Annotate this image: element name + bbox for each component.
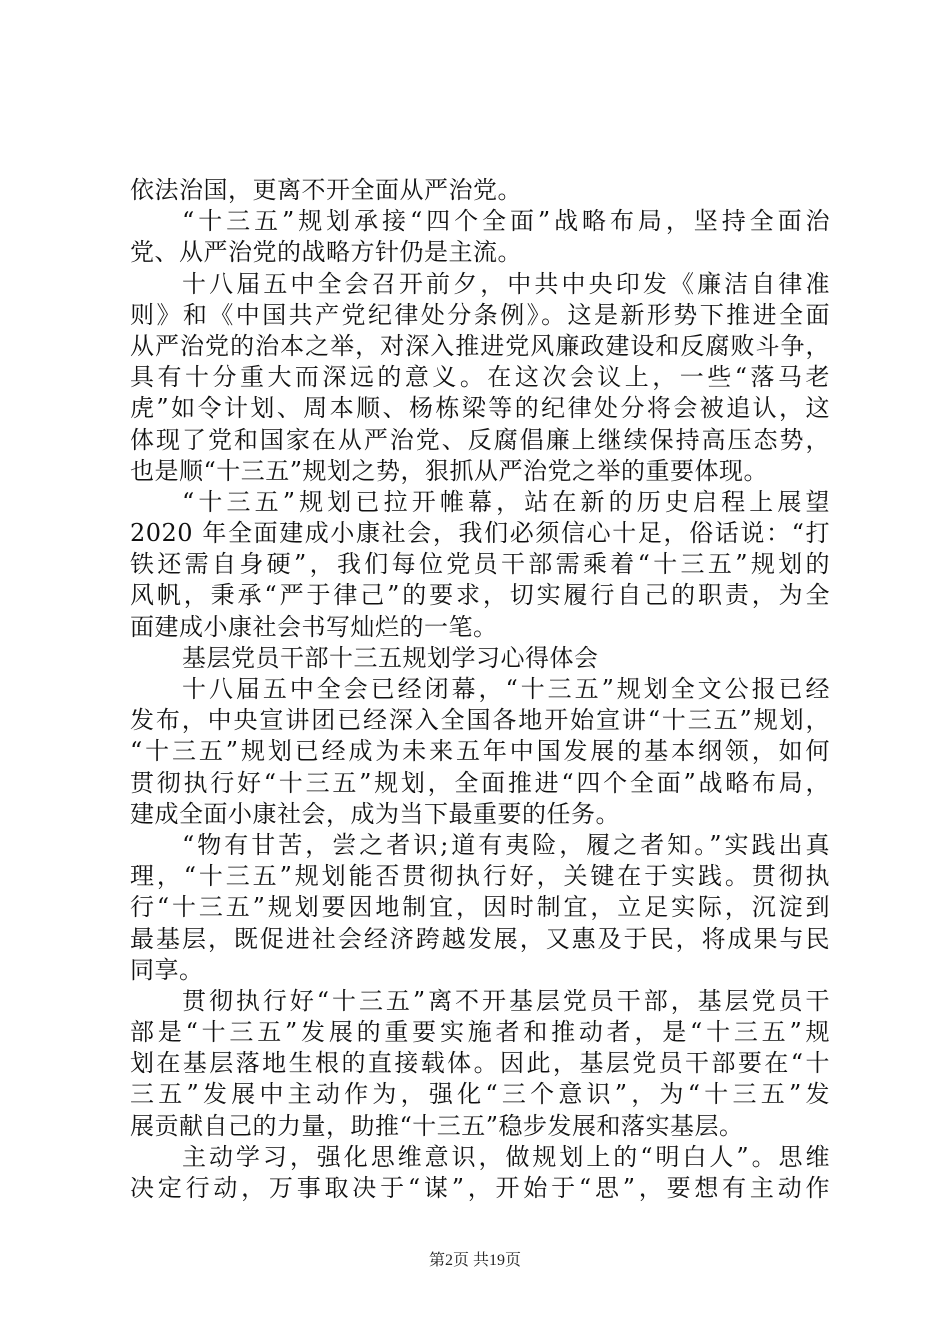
text-line: 展贡献自己的力量，助推“十三五”稳步发展和落实基层。 [130,1111,744,1140]
text-line: 体现了党和国家在从严治党、反腐倡廉上继续保持高压态势， [130,425,830,454]
paragraph-start-line: 主动学习，强化思维意识，做规划上的“明白人”。思维 [182,1142,830,1171]
text-line: 贯彻执行好“十三五”规划，全面推进“四个全面”战略布局， [130,768,830,797]
text-line: 铁还需自身硬”，我们每位党员干部需乘着“十三五”规划的 [130,550,830,579]
text-line: 2020 年全面建成小康社会，我们必须信心十足，俗话说：“打 [130,519,830,548]
paragraph-start-line: 十八届五中全会已经闭幕，“十三五”规划全文公报已经 [182,675,830,703]
text-line: 也是顺“十三五”规划之势，狠抓从严治党之举的重要体现。 [130,456,769,485]
text-line: 依法治国，更离不开全面从严治党。 [130,176,522,204]
text-line: 则》和《中国共产党纪律处分条例》。这是新形势下推进全面 [130,300,830,329]
text-line: 党、从严治党的战略方针仍是主流。 [130,238,522,267]
text-line: “十三五”规划已经成为未来五年中国发展的基本纲领，如何 [130,737,830,766]
document-body [130,175,830,1204]
paragraph-start-line: 十八届五中全会召开前夕，中共中央印发《廉洁自律准 [182,269,830,298]
text-line: 决定行动，万事取决于“谋”，开始于“思”，要想有主动作 [130,1174,830,1202]
text-line: 面建成小康社会书写灿烂的一笔。 [130,612,498,641]
paragraph-start-line: “十三五”规划已拉开帷幕，站在新的历史启程上展望 [182,487,830,516]
text-line: 虎”如令计划、周本顺、杨栋梁等的纪律处分将会被追认，这 [130,394,830,423]
section-heading: 基层党员干部十三五规划学习心得体会 [182,643,599,672]
text-line: 同享。 [130,955,204,984]
text-line: 划在基层落地生根的直接载体。因此，基层党员干部要在“十 [130,1049,830,1078]
text-line: 建成全面小康社会，成为当下最重要的任务。 [130,799,620,828]
text-line: 最基层，既促进社会经济跨越发展，又惠及于民，将成果与民 [130,924,830,953]
paragraph-start-line: 贯彻执行好“十三五”离不开基层党员干部，基层党员干 [182,986,830,1015]
text-line: 具有十分重大而深远的意义。在这次会议上，一些“落马老 [130,363,830,392]
page-footer: 第2页 共19页 [428,1252,521,1269]
text-line: 理，“十三五”规划能否贯彻执行好，关键在于实践。贯彻执 [130,862,830,891]
text-line: 部是“十三五”发展的重要实施者和推动者，是“十三五”规 [130,1018,830,1047]
text-line: 三五”发展中主动作为，强化“三个意识”，为“十三五”发 [130,1080,830,1109]
paragraph-start-line: “物有甘苦，尝之者识;道有夷险，履之者知。”实践出真 [182,830,830,859]
paragraph-start-line: “十三五”规划承接“四个全面”战略布局，坚持全面治 [182,207,830,236]
text-line: 行“十三五”规划要因地制宜，因时制宜，立足实际，沉淀到 [130,893,830,922]
text-line: 风帆，秉承“严于律己”的要求，切实履行自己的职责，为全 [130,581,830,610]
text-line: 从严治党的治本之举，对深入推进党风廉政建设和反腐败斗争， [130,331,830,360]
text-line: 发布，中央宣讲团已经深入全国各地开始宣讲“十三五”规划， [130,706,830,735]
